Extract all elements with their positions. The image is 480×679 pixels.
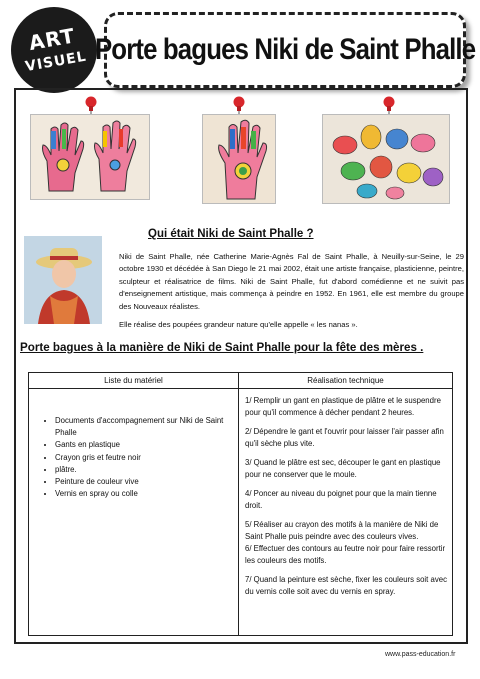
portrait-photo <box>24 236 102 324</box>
photo-two-hands <box>30 114 150 200</box>
page-title: Porte bagues Niki de Saint Phalle <box>94 33 476 66</box>
technique-header: Réalisation technique <box>239 373 452 389</box>
footer-url: www.pass-education.fr <box>385 651 456 658</box>
activity-title: Porte bagues à la manière de Niki de Saint Phalle pour la fête des mères . <box>20 341 424 354</box>
technique-steps <box>245 395 447 605</box>
step: 5/ Réaliser au crayon des motifs à la manière de Niki de Saint Phalle puis peindre avec des couleurs vives. <box>245 519 439 541</box>
art-visuel-logo: ART VISUEL <box>8 4 100 96</box>
bio-heading: Qui était Niki de Saint Phalle ? <box>148 228 314 240</box>
pushpin-icon <box>84 96 98 116</box>
photo-single-hand <box>202 114 276 204</box>
materials-table <box>28 372 453 636</box>
step: 7/ Quand la peinture est sèche, fixer les couleurs soit avec du vernis colle soit avec du vernis en spray. <box>245 574 447 597</box>
list-item: • Documents d'accompagnement sur Niki de Saint Phalle <box>55 415 245 439</box>
step: 6/ Effectuer des contours au feutre noir pour faire ressortir les couleurs des motifs. <box>245 544 446 566</box>
bio-paragraph: Niki de Saint Phalle, née Catherine Marie-Agnès Fal de Saint Phalle, à Neuilly-sur-Seine, le 29 octobre 1930 et décédée à San Diego le 21 mai 2002, était une artiste française, plasticienne, peintre, sculpteur et réalisatrice de films. Niki de Saint Phalle, fut d'abord comédienne et ne suivit pas d'enseignement artistique, mais commença à peindre en 1952. En 1961, elle est membre du groupe des Nouveaux réalistes. <box>119 252 464 311</box>
bio-paragraph: Elle réalise des poupées grandeur nature qu'elle appelle « les nanas ». <box>119 320 358 330</box>
photo-many-hands <box>322 114 450 204</box>
bio-text <box>119 251 464 337</box>
step: 2/ Dépendre le gant et l'ouvrir pour laisser l'air passer afin qu'il sèche plus vite. <box>245 426 444 449</box>
title-banner <box>94 12 476 88</box>
materials-header: Liste du matériel <box>29 373 239 389</box>
list-item: • plâtre. <box>55 464 245 476</box>
step: 4/ Poncer au niveau du poignet pour que la main tienne droit. <box>245 488 437 510</box>
step: 1/ Remplir un gant en plastique de plâtre et le suspendre pour qu'il commence à décher pendant 2 heures. <box>245 396 441 418</box>
materials-list <box>39 415 245 500</box>
pushpin-icon <box>382 96 396 116</box>
list-item: • Peinture de couleur vive <box>55 476 245 488</box>
list-item: • Vernis en spray ou colle <box>55 488 245 500</box>
pushpin-icon <box>232 96 246 116</box>
step: 3/ Quand le plâtre est sec, découper le gant en plastique pour ne conserver que le moule. <box>245 457 441 480</box>
list-item: • Crayon gris et feutre noir <box>55 452 245 464</box>
list-item: • Gants en plastique <box>55 439 245 451</box>
